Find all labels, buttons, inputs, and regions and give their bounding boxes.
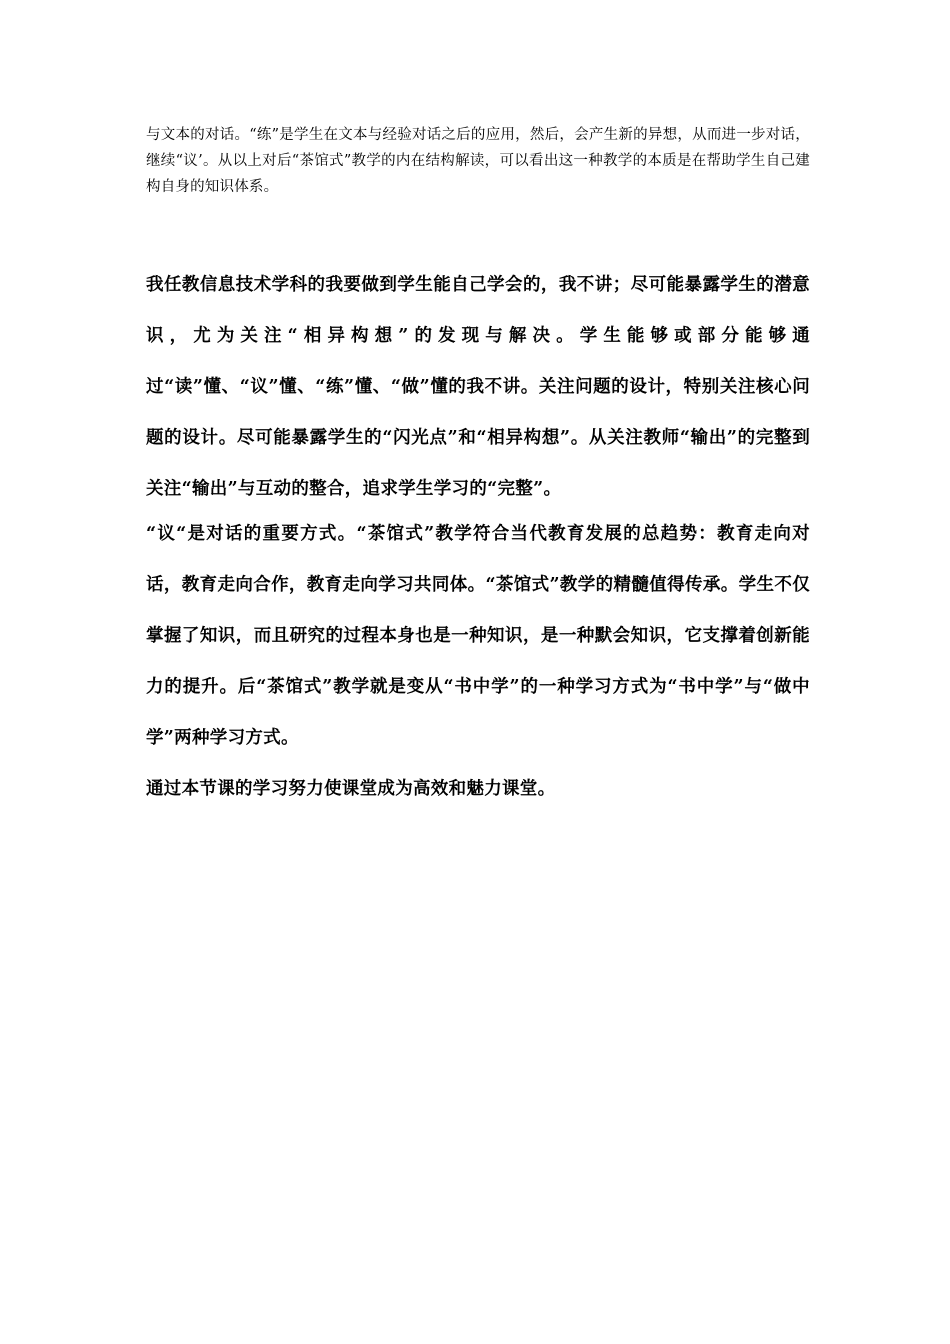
paragraph-conclusion: 通过本节课的学习努力使课堂成为高效和魅力课堂。 <box>146 779 556 799</box>
paragraph-teaching-approach: 我任教信息技术学科的我要做到学生能自己学会的，我不讲；尽可能暴露学生的潜意识，尤为关注“相异构想”的发现与解决。学生能够或部分能够通过“读”懂、“议”懂、“练”懂、“做”懂的我不讲。关注问题的设计，特别关注核心问题的设计。尽可能暴露学生的“闪光点”和“相异构想”。从关注教师“输出”的完整到关注“输出”与互动的整合，追求学生学习的“完整”。 <box>146 275 810 499</box>
intro-paragraph: 与文本的对话。“练”是学生在文本与经验对话之后的应用，然后，会产生新的异想，从而进一步对话，继续“议’。从以上对后“茶馆式”教学的内在结构解读，可以看出这一种教学的本质是在帮助学生自己建构自身的知识体系。 <box>146 127 810 195</box>
body-section <box>146 260 810 815</box>
paragraph-discussion-method: “议“是对话的重要方式。“茶馆式”教学符合当代教育发展的总趋势：教育走向对话，教育走向合作，教育走向学习共同体。“茶馆式”教学的精髓值得传承。学生不仅掌握了知识，而且研究的过程本身也是一种知识，是一种默会知识，它支撑着创新能力的提升。后“茶馆式”教学就是变从“书中学”的一种学习方式为“书中学”与“做中学”两种学习方式。 <box>146 524 810 748</box>
